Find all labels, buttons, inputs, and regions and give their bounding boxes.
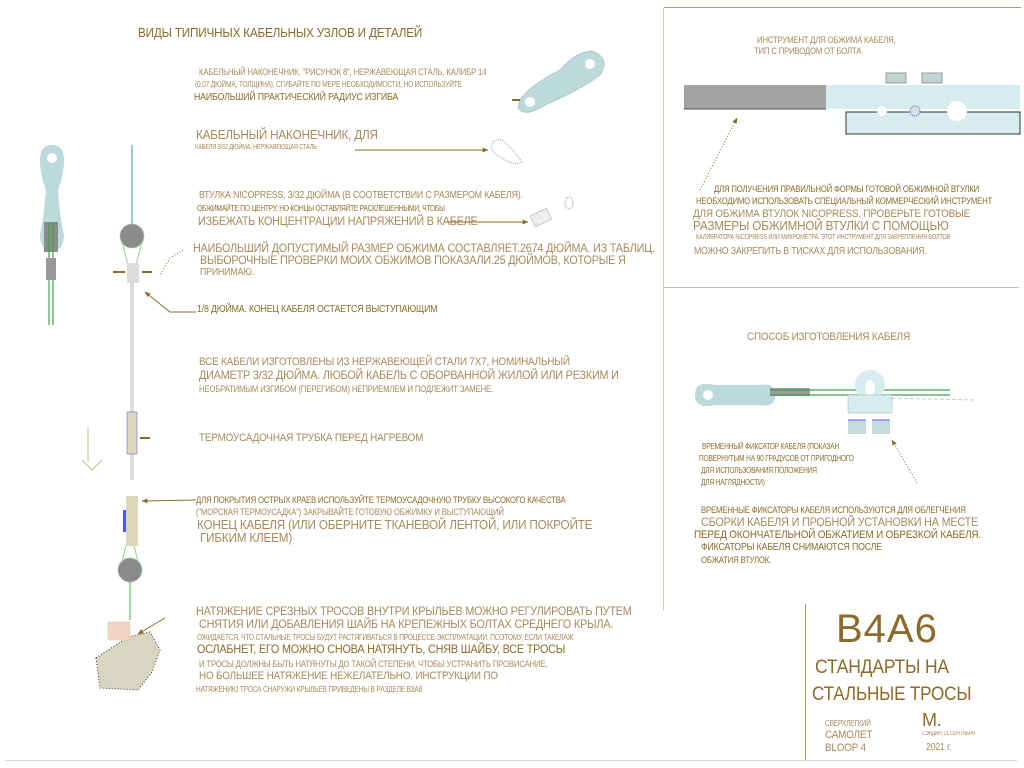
aircraft-2: САМОЛЕТ — [825, 729, 873, 741]
figure8-label-1: КАБЕЛЬНЫЙ НАКОНЕЧНИК, "РИСУНОК 8", НЕРЖАВЕЮЩАЯ СТАЛЬ, КАЛИБР 14 — [199, 67, 487, 77]
tension-5: И ТРОСЫ ДОЛЖНЫ БЫТЬ НАТЯНУТЫ ДО ТАКОЙ СТЕПЕНИ, ЧТОБЫ УСТРАНИТЬ ПРОВИСАНИЕ, — [199, 659, 548, 669]
thimble-icon — [355, 140, 522, 164]
tension-3: ОЖИДАЕТСЯ, ЧТО СТАЛЬНЫЕ ТРОСЫ БУДУТ РАСТЯГИВАТЬСЯ В ПРОЦЕССЕ ЭКСПЛУАТАЦИИ, ПОЭТОМУ, ЕСЛИ ТАКЕЛАЖ — [197, 633, 574, 642]
sleeve-label-1: ВТУЛКА NICOPRESS, 3/32 ДЮЙМА (В СООТВЕТСТВИИ С РАЗМЕРОМ КАБЕЛЯ). — [199, 190, 523, 201]
figure8-label-3: НАИБОЛЬШИЙ ПРАКТИЧЕСКИЙ РАДИУС ИЗГИБА — [194, 92, 399, 103]
protrude-label: 1/8 ДЮЙМА. КОНЕЦ КАБЕЛЯ ОСТАЕТСЯ ВЫСТУПАЮЩИМ — [197, 304, 438, 315]
aircraft-1: СВЕРХЛЕГКИЙ — [825, 719, 871, 728]
tool-note-2: НЕОБХОДИМО ИСПОЛЬЗОВАТЬ СПЕЦИАЛЬНЫЙ КОММЕРЧЕСКИЙ ИНСТРУМЕНТ — [696, 196, 993, 206]
figure8-fitting-icon — [512, 51, 604, 112]
figure8-label-2: (0,07 ДЮЙМА, ТОЛЩИНА), СГИБАЙТЕ ПО МЕРЕ НЕОБХОДИМОСТИ, НО ИСПОЛЬЗУЙТЕ — [195, 80, 462, 89]
shrink-use-4: ГИБКИМ КЛЕЕМ) — [200, 530, 293, 545]
thimble-label-1: КАБЕЛЬНЫЙ НАКОНЕЧНИК, ДЛЯ — [196, 127, 378, 142]
date-2: 2021 г. — [926, 742, 952, 753]
cable-clamp-assembly-icon — [695, 370, 975, 483]
date-1: СЭНДИН, 21 СЕНТЯБРЯ — [922, 731, 975, 737]
tool-title-2: ТИП С ПРИВОДОМ ОТ БОЛТА — [754, 46, 862, 56]
clamp-label-2: ПОВЕРНУТЫМ НА 90 ГРАДУСОВ ОТ ПРИГОДНОГО — [699, 454, 854, 463]
clamp-label-3: ДЛЯ ИСПОЛЬЗОВАНИЯ ПОЛОЖЕНИЯ — [701, 466, 817, 475]
crimp-size-2: ВЫБОРОЧНЫЕ ПРОВЕРКИ МОИХ ОБЖИМОВ ПОКАЗАЛИ.25 ДЮЙМОВ, КОТОРЫЕ Я — [200, 253, 626, 267]
tension-7: НАТЯЖЕНИЮ ТРОСА СНАРУЖИ КРЫЛЬЕВ ПРИВЕДЕНЫ В РАЗДЕЛЕ B3A8 — [196, 685, 423, 694]
tool-note-3: ДЛЯ ОБЖИМА ВТУЛОК NICOPRESS. ПРОВЕРЬТЕ ГОТОВЫЕ — [693, 208, 971, 220]
tool-note-5: КАЛИБРАТОРА NICOPRESS ИЛИ МИКРОМЕТРА. ЭТОТ ИНСТРУМЕНТ ДЛЯ ЗАКРЕПЛЕНИЯ БОЛТОВ — [696, 234, 951, 241]
clamp-label-4: ДЛЯ НАГЛЯДНОСТИ) — [701, 478, 765, 487]
tension-1: НАТЯЖЕНИЕ СРЕЗНЫХ ТРОСОВ ВНУТРИ КРЫЛЬЕВ МОЖНО РЕГУЛИРОВАТЬ ПУТЕМ — [196, 604, 632, 618]
shrink-use-2: ("МОРСКАЯ ТЕРМОУСАДКА") ЗАКРЫВАЙТЕ ГОТОВУЮ ОБЖИМКУ И ВЫСТУПАЮЩИЙ — [196, 507, 504, 517]
clamps-note-2: СБОРКИ КАБЕЛЯ И ПРОБНОЙ УСТАНОВКИ НА МЕСТЕ — [701, 515, 979, 529]
tension-2: СНЯТИЯ ИЛИ ДОБАВЛЕНИЯ ШАЙБ НА КРЕПЕЖНЫХ БОЛТАХ СРЕДНЕГО КРЫЛА. — [199, 617, 614, 631]
clamps-note-1: ВРЕМЕННЫЕ ФИКСАТОРЫ КАБЕЛЯ ИСПОЛЬЗУЮТСЯ ДЛЯ ОБЛЕГЧЕНИЯ — [701, 505, 966, 515]
clamps-note-5: ОБЖАТИЯ ВТУЛОК. — [701, 555, 772, 565]
tool-note-4: РАЗМЕРЫ ОБЖИМНОЙ ВТУЛКИ С ПОМОЩЬЮ — [693, 218, 949, 233]
cables-note-3: НЕОБРАТИМЫМ ИЗГИБОМ (ПЕРЕГИБОМ) НЕПРИЕМЛЕМ И ПОДЛЕЖИТ ЗАМЕНЕ. — [199, 384, 493, 394]
cables-note-1: ВСЕ КАБЕЛИ ИЗГОТОВЛЕНЫ ИЗ НЕРЖАВЕЮЩЕЙ СТАЛИ 7Х7, НОМИНАЛЬНЫЙ — [199, 356, 570, 368]
thimble-label-2: КАБЕЛЯ 3/32 ДЮЙМА, НЕРЖАВЕЮЩАЯ СТАЛЬ — [195, 144, 317, 151]
author: М. — [922, 710, 942, 730]
drawing-title-1: СТАНДАРТЫ НА — [815, 657, 949, 678]
shrink-tube-label: ТЕРМОУСАДОЧНАЯ ТРУБКА ПЕРЕД НАГРЕВОМ — [199, 432, 424, 444]
method-title: СПОСОБ ИЗГОТОВЛЕНИЯ КАБЕЛЯ — [747, 331, 910, 343]
cable-assembly-icon — [113, 145, 196, 620]
shrink-use-3: КОНЕЦ КАБЕЛЯ (ИЛИ ОБЕРНИТЕ ТКАНЕВОЙ ЛЕНТОЙ, ИЛИ ПОКРОЙТЕ — [197, 517, 593, 532]
sleeve-label-2: ОБЖИМАЙТЕ ПО ЦЕНТРУ, НО КОНЦЫ ОСТАВЛЯЙТЕ РАСКЛЕШЕННЫМИ, ЧТОБЫ — [197, 204, 445, 213]
wing-attach-icon — [96, 618, 165, 690]
crimp-tool-icon — [684, 73, 1020, 190]
tension-4: ОСЛАБНЕТ, ЕГО МОЖНО СНОВА НАТЯНУТЬ, СНЯВ ШАЙБУ, ВСЕ ТРОСЫ — [197, 642, 566, 656]
nicopress-sleeve-icon — [445, 197, 573, 227]
direction-arrow-icon — [82, 428, 102, 470]
tension-6: НО БОЛЬШЕЕ НАТЯЖЕНИЕ НЕЖЕЛАТЕЛЬНО. ИНСТРУКЦИИ ПО — [199, 670, 498, 682]
tool-title-1: ИНСТРУМЕНТ ДЛЯ ОБЖИМА КАБЕЛЯ, — [757, 35, 896, 45]
cables-note-2: ДИАМЕТР 3/32 ДЮЙМА. ЛЮБОЙ КАБЕЛЬ С ОБОРВАННОЙ ЖИЛОЙ ИЛИ РЕЗКИМ И — [199, 368, 619, 382]
clamp-label-1: ВРЕМЕННЫЙ ФИКСАТОР КАБЕЛЯ (ПОКАЗАН — [702, 442, 840, 451]
crimp-size-1: НАИБОЛЬШИЙ ДОПУСТИМЫЙ РАЗМЕР ОБЖИМА СОСТАВЛЯЕТ.2674 ДЮЙМА. ИЗ ТАБЛИЦ. — [193, 241, 655, 255]
tool-note-6: МОЖНО ЗАКРЕПИТЬ В ТИСКАХ ДЛЯ ИСПОЛЬЗОВАНИЯ. — [694, 246, 927, 257]
sleeve-label-3: ИЗБЕЖАТЬ КОНЦЕНТРАЦИИ НАПРЯЖЕНИЙ В КАБЕЛЕ — [198, 214, 478, 228]
drawing-title-2: СТАЛЬНЫЕ ТРОСЫ — [812, 684, 972, 705]
clamps-note-4: ФИКСАТОРЫ КАБЕЛЯ СНИМАЮТСЯ ПОСЛЕ — [701, 542, 882, 553]
sheet-title: ВИДЫ ТИПИЧНЫХ КАБЕЛЬНЫХ УЗЛОВ И ДЕТАЛЕЙ — [138, 25, 423, 40]
crimp-size-3: ПРИНИМАЮ. — [200, 267, 255, 278]
drawing-code: B4A6 — [836, 607, 938, 651]
clamps-note-3: ПЕРЕД ОКОНЧАТЕЛЬНОЙ ОБЖАТИЕМ И ОБРЕЗКОЙ КАБЕЛЯ. — [694, 529, 981, 541]
tool-note-1: ДЛЯ ПОЛУЧЕНИЯ ПРАВИЛЬНОЙ ФОРМЫ ГОТОВОЙ ОБЖИМНОЙ ВТУЛКИ — [714, 184, 980, 194]
figure8-on-cable-icon — [40, 145, 64, 325]
shrink-use-1: ДЛЯ ПОКРЫТИЯ ОСТРЫХ КРАЕВ ИСПОЛЬЗУЙТЕ ТЕРМОУСАДОЧНУЮ ТРУБКУ ВЫСОКОГО КАЧЕСТВА — [196, 495, 566, 505]
aircraft-3: BLOOP 4 — [825, 742, 866, 754]
